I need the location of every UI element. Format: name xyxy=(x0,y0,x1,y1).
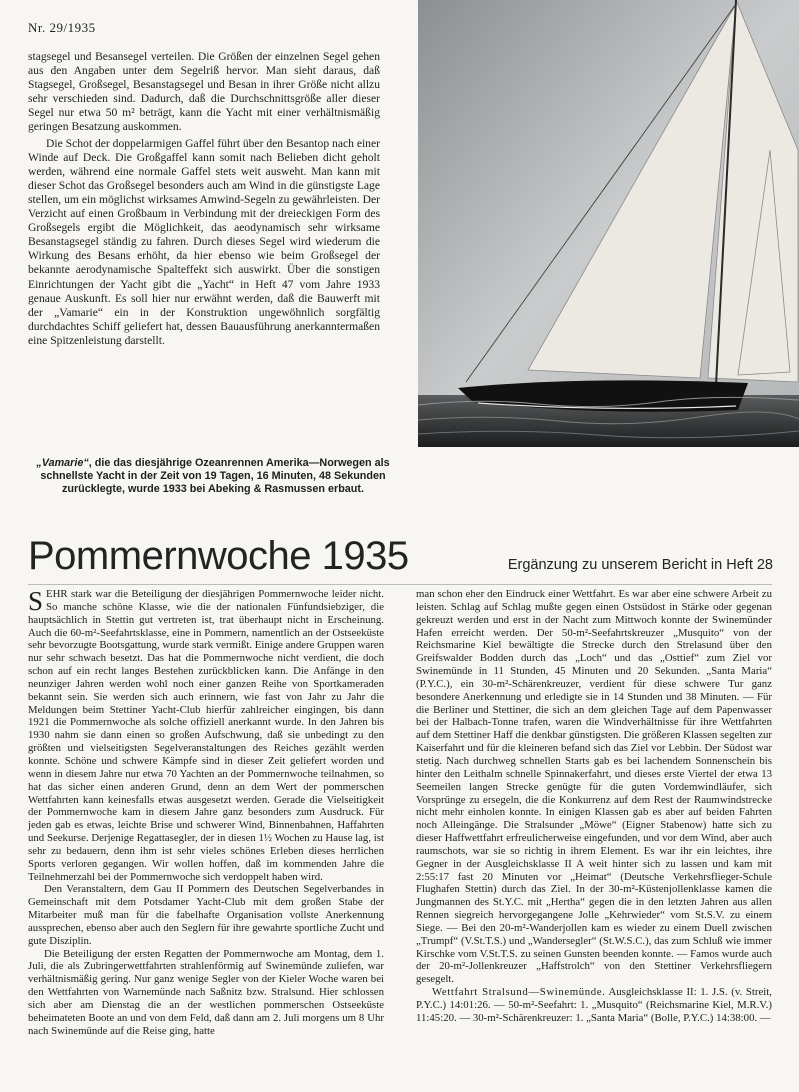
left-column xyxy=(28,588,384,1038)
right-column xyxy=(416,588,772,1025)
caption-text: , die das diesjährige Ozeanrennen Amerika—Norwegen als schnellste Yacht in der Zeit von 19 Tagen, 16 Minuten, 48 Sekunden zurücklegte, wurde 1933 bei Abeking & Rasmussen erbaut. xyxy=(40,457,390,495)
paragraph: man schon eher den Eindruck einer Wettfahrt. Es war aber eine schwere Arbeit zu leisten. Schlag auf Schlag mußte gegen einen Ostsüdost in Stärke oder gegenan gekreuzt werden und erst in der Nacht zum Mittwoch konnte der Swinemünder Hafen erreicht werden. Der 50-m²-Seefahrtskreuzer „Musquito“ von der Reichsmarine Kiel bewältigte die Strecke durch den Strelasund über den Greifswalder Bodden durch das „Loch“ und das „Osttief“ zum Ziel vor Swinemünde in 11 Stunden, 45 Minuten und 20 Sekunden. „Santa Maria“ (P.Y.C.), ein 30-m²-Schärenkreuzer, verdient für diese schwere Tur ganz besondere Anerkennung und erledigte sie in 14 Stunden und 38 Minuten. — Für die Berliner und Stettiner, die sich an dem gleichen Tage auf dem Papenwasser bei der Halbach-Tonne trafen, waren die Windverhältnisse für ihre Wettfahrten auf dem Stettiner Haff die denkbar günstigsten. Die größeren Klassen segelten zur Kaiserfahrt und für die kleineren befand sich das Ziel vor Lebbin. Der Südost war stetig. Nach durchweg schnellen Starts gab es bei lachendem Sonnenschein bis hinter den Leithalm schnelle Spinnakerfahrt, und dieses erste Viertel der etwa 13 Seemeilen langen Strecke genügte für die guten Vordemwindläufer, sich Vorsprünge zu ersegeln, die die Konkurrenz auf dem Rest der Raumwindstrecke nicht mehr einholen konnte. In einigen Klassen gab es aber auf beiden Fahrten noch Alleingänge. Die Stralsunder „Möwe“ (Eigner Stabenow) hatte sich zu dieser Haffwettfahrt erfreulicherweise eingefunden, und vor dem Wind, aber auch raumschots, war sie so richtig in ihrem Element. Es war ihr ein leichtes, ihre Gegner in der Ausgleichsklasse II A weit hinter sich zu lassen und kam mit 2:55:17 fast 20 Minuten vor „Heimat“ (Deutsche Verkehrsflieger-Schule Flughafen Stettin) durch das Ziel. In der 30-m²-Küstenjollenklasse kamen die Jungmannen des St.Y.C. mit „Hertha“ gegen die in den letzten Jahren aus allen Rennen siegreich hervorgegangene Jolle „Kehrwieder“ vom St.S.V. zu einem Siege. — Bei den 20-m²-Wanderjollen kam es wieder zu einem Duell zwischen „Trumpf“ (V.St.T.S.) und „Wandersegler“ (St.W.S.C.), das zum Schluß wie immer Kirschke vom V.St.T.S. zu seinen Gunsten beenden konnte. — Famos wurde auch der 20-m²-Jollenkreuzer „Haffstrolch“ von den Stettiner Verkehrsfliegern gesegelt. xyxy=(416,588,772,986)
results-paragraph xyxy=(416,986,772,1025)
vamarie-article-continuation xyxy=(28,50,380,350)
divider xyxy=(28,584,772,585)
article-headline: Pommernwoche 1935 xyxy=(28,534,409,578)
photo-caption xyxy=(30,457,396,496)
yacht-photo-illustration xyxy=(418,0,799,447)
caption-yacht-name: „Vamarie“ xyxy=(36,457,89,469)
results-text: Ausgleichsklasse II: 1. J.S. (v. Streit, P.Y.C.) 14:01:26. — 50-m²-Seefahrt: 1. „Musquito“ (Reichsmarine Kiel, M.R.V.) 11:45:20. — 30-m²-Schärenkreuzer: 1. „Santa Maria“ (Bolle, P.Y.C.) 14:38:00. — xyxy=(416,986,772,1024)
results-heading: Wettfahrt Stralsund—Swinemünde. xyxy=(432,986,606,999)
article-subhead: Ergänzung zu unserem Bericht in Heft 28 xyxy=(507,557,773,573)
paragraph: Die Schot der doppelarmigen Gaffel führt über den Besantop nach einer Winde auf Deck. Die Großgaffel kann somit nach Belieben dicht geholt werden, während eine normale Gaffel stets weit ausweht. Man kann mit dieser Schot das Großsegel besonders auch am Wind in die günstigste Lage stellen, um ein möglichst wirksames Amwind-Segeln zu gewährleisten. Der Verzicht auf einen Großbaum in Verbindung mit der dreieckigen Form des Großsegels ergibt die Möglichkeit, das aeodynamisch sehr wirksame Besanstagsegel ständig zu fahren. Durch dieses Segel wird wiederum die Wirkung des Besans erhöht, da hier ebenso wie beim Großsegel der bekannte aerodynamische Spalteffekt sich auswirkt. Über die sonstigen Einrichtungen der Yacht gibt die „Yacht“ in Heft 47 vom Jahre 1933 genaue Auskunft. Es soll hier nur erwähnt werden, daß die Bauwerft mit der „Vamarie“ ein in der Konstruktion ungewöhnlich sorgfältig durchdachtes Schiff geliefert hat, dessen Bauausführung anerkanntermaßen eine Spitzenleistung darstellt. xyxy=(28,136,380,347)
paragraph: Den Veranstaltern, dem Gau II Pommern des Deutschen Segelverbandes in Gemeinschaft mit dem Potsdamer Yacht-Club mit dem großen Stabe der Mitarbeiter muß man für die fabelhafte Organisation vollste Anerkennung aussprechen, ebenso aber auch den Seglern für ihre gewahrte sportliche Zucht und gute Disziplin. xyxy=(28,883,384,947)
paragraph xyxy=(28,588,384,883)
paragraph-text: EHR stark war die Beteiligung der diesjährigen Pommernwoche leider nicht. So manche schöne Klasse, wie die der nationalen Fünfundsiebziger, die hauptsächlich in Stettin gut vertreten ist, trat überhaupt nicht in Erscheinung. Auch die 60-m²-Seefahrtsklasse, eine in Pommern, namentlich an der Ostseeküste sehr bevorzugte Bootsgattung, wurde stark vermißt. Einige andere Gruppen waren nur sehr schwach besetzt. Das hat die Pommernwoche nicht verdient, die doch schon auf ein recht langes Bestehen zurückblicken kann. Die Anfänge in den neunziger Jahren werden wohl noch einer ganzen Reihe von Sportkameraden bekannt sein. Sie werden sich auch erinnern, wie fast von Jahr zu Jahr die Meldungen beim Stettiner Yacht-Club hierfür zahlreicher eingingen, bis dann 1921 die Pommernwoche als solche offiziell anerkannt wurde. In den Jahren bis 1930 nahm sie dann einen so großen Aufschwung, daß sie unbedingt zu den größten und vielseitigsten Segelveranstaltungen des Reiches gezählt werden konnte. Schöne und schwere Kämpfe sind in dieser Zeit geliefert worden und wenn in diesem Jahre nur etwa 70 Yachten an der Pommernwoche teilnahmen, so hat das sicher einen anderen Grund, denn an dem Wert der pommerschen Wettfahrten kann keinesfalls etwas ausgesetzt werden. Gerade die Vielseitigkeit der Pommernwoche kam in diesem Jahre ganz besonders zum Ausdruck. Für jeden gab es etwas, leichte Brise und schwerer Wind, Binnenbahnen, Haffahrten und Seekurse. Derjenige Regattasegler, der in diesen 1½ Wochen zu Hause lag, ist sehr zu bedauern, denn ihm ist sehr vieles schönes Erleben dieses herrlichen Sports verloren gegangen. Wir wollen hoffen, daß im kommenden Jahre die Teilnehmerzahl bei der Pommernwoche sich verdoppelt haben wird. xyxy=(28,588,384,883)
paragraph: Die Beteiligung der ersten Regatten der Pommernwoche am Montag, dem 1. Juli, die als Zubringerwettfahrten strahlenförmig auf Swinemünde zuliefen, war verhältnismäßig gering. Nur ganz wenige Segler von der Kieler Woche waren bei den Wettfahrten von Warnemünde nach Saßnitz bzw. Stralsund. Hier schlossen sich aber am Dienstag die an der westlichen pommerschen Ostseeküste beheimateten Boote an und von dem Feld, daß dann am 2. Juli morgens um 8 Uhr nach Swinemünde auf die Reise ging, hatte xyxy=(28,947,384,1037)
page-number: Nr. 29/1935 xyxy=(28,20,96,35)
paragraph: stagsegel und Besansegel verteilen. Die Größen der einzelnen Segel gehen aus den Angaben unter dem Segelriß hervor. Man sieht daraus, daß Stagsegel, Großsegel, Besanstagsegel und Besan in ihrer Größe nicht allzu sehr verschieden sind. Dadurch, daß die Durchschnittsgröße aller dieser Segel nur etwa 50 m² beträgt, kann die Yacht mit einer verhältnismäßig geringen Besatzung auskommen. xyxy=(28,50,380,134)
yacht-photo xyxy=(418,0,799,447)
drop-cap: S xyxy=(28,586,44,616)
